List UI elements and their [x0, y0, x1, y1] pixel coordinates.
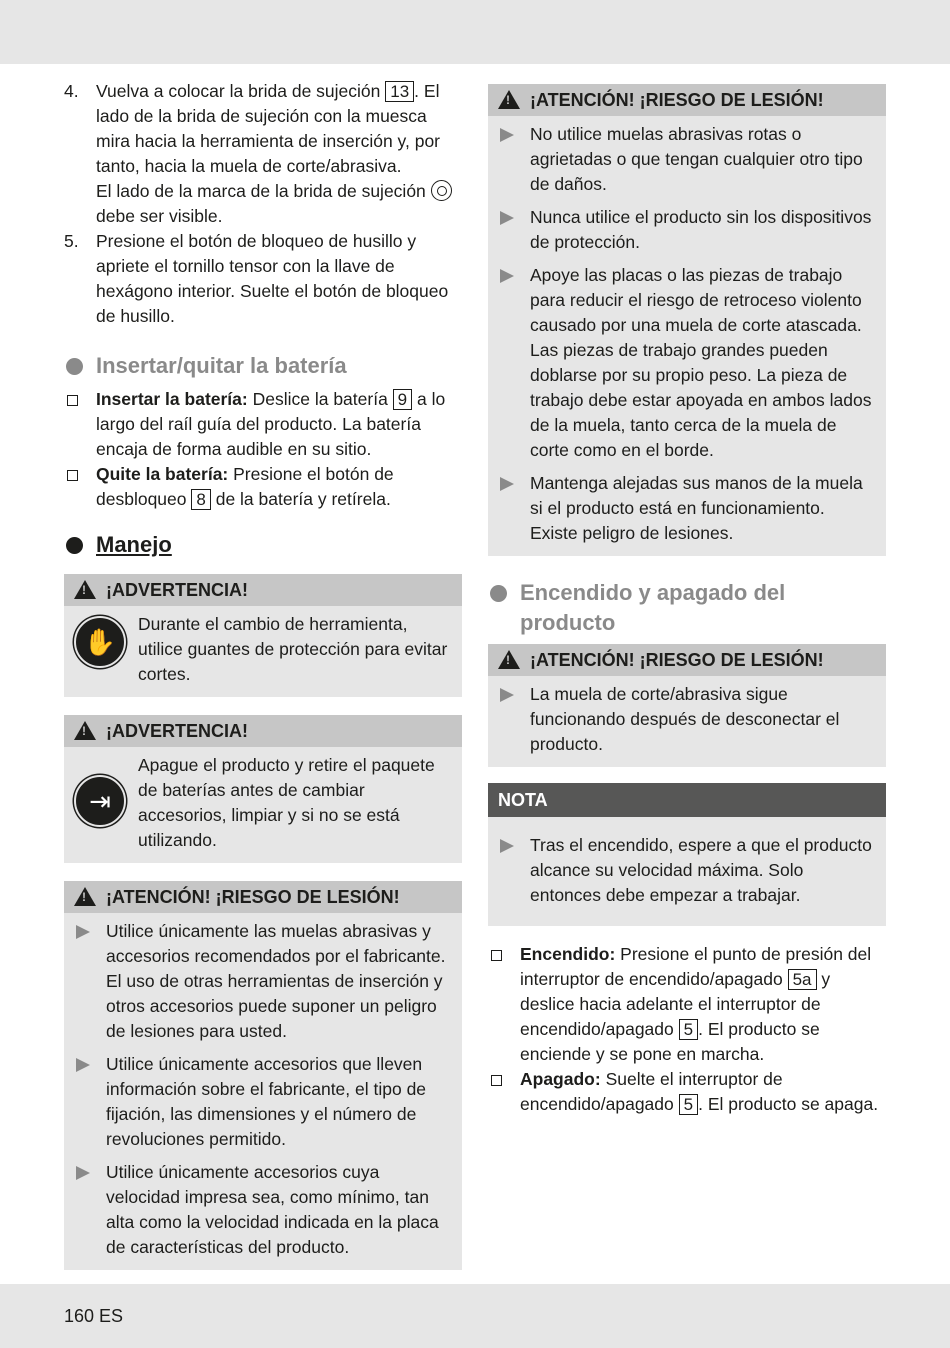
- section-title: Encendido y apagado del producto: [520, 580, 786, 635]
- triangle-bullet-icon: [76, 1166, 90, 1180]
- caution-text: Utilice únicamente accesorios que lleven información sobre el fabricante, el tipo de fijación, las dimensiones y el número de revoluciones permitido.: [106, 1054, 427, 1149]
- warning-text: Apague el producto y retire el paquete de baterías antes de cambiar accesorios, limpiar y si no se está utilizando.: [138, 755, 435, 850]
- warning-body: [64, 606, 462, 691]
- checkbox-square-icon: [67, 470, 78, 481]
- gloves-icon: ✋: [74, 616, 126, 668]
- item-text: y deslice hacia adelante el interruptor de encendido/apagado: [520, 969, 831, 1039]
- page-number: 160 ES: [64, 1306, 124, 1326]
- list-item: [498, 682, 874, 757]
- list-item: [64, 229, 462, 329]
- section-title: Insertar/quitar la batería: [96, 353, 347, 378]
- warning-header: [64, 574, 462, 606]
- triangle-bullet-icon: [500, 269, 514, 283]
- item-text: Suelte el interruptor de encendido/apagado: [520, 1069, 783, 1114]
- caution-header: [64, 881, 462, 913]
- item-text: a lo largo del raíl guía del producto. La batería encaja de forma audible en su sitio.: [96, 389, 446, 459]
- list-item: [488, 942, 886, 1067]
- warning-title: ¡ADVERTENCIA!: [106, 580, 248, 600]
- part-reference: 13: [385, 81, 414, 102]
- step-text: Presione el botón de bloqueo de husillo y apriete el tornillo tensor con la llave de hexágono interior. Suelte el botón de bloqueo de husillo.: [96, 231, 449, 326]
- warning-title: ¡ADVERTENCIA!: [106, 721, 248, 741]
- header-bar: [0, 0, 950, 64]
- caution-text: Nunca utilice el producto sin los dispositivos de protección.: [530, 207, 872, 252]
- triangle-bullet-icon: [500, 839, 514, 853]
- item-text: Presione el botón de desbloqueo: [96, 464, 394, 509]
- switch-list: [488, 942, 886, 1117]
- step-text: . El lado de la brida de sujeción con la muesca mira hacia la herramienta de inserción y, por tanto, hacia la muela de corte/abrasiva.: [96, 81, 441, 176]
- list-item: [74, 1160, 450, 1260]
- caution-text: No utilice muelas abrasivas rotas o agrietadas o que tengan cualquier otro tipo de daños.: [530, 124, 863, 194]
- part-reference: 8: [191, 489, 210, 510]
- list-item: [498, 122, 874, 197]
- step-text: debe ser visible.: [96, 206, 223, 226]
- caution-title: ¡ATENCIÓN! ¡RIESGO DE LESIÓN!: [530, 650, 824, 670]
- caution-text: Mantenga alejadas sus manos de la muela si el producto está en funcionamiento. Existe peligro de lesiones.: [530, 473, 863, 543]
- caution-text: Apoye las placas o las piezas de trabajo para reducir el riesgo de retroceso violento causado por una muela de corte atascada. Las piezas de trabajo grandes pueden doblarse por su propio peso. La pieza de trabajo debe estar apoyada en ambos lados de la muela, tanto cerca de la muela de corte como en el borde.: [530, 265, 872, 460]
- caution-header: [488, 84, 886, 116]
- part-reference: 9: [393, 389, 412, 410]
- note-text: Tras el encendido, espere a que el producto alcance su velocidad máxima. Solo entonces debe empezar a trabajar.: [530, 835, 872, 905]
- footer-bar: [0, 1284, 950, 1348]
- list-item: [74, 919, 450, 1044]
- battery-list: [64, 387, 462, 512]
- warning-header: [64, 715, 462, 747]
- step-text: El lado de la marca de la brida de sujeción: [96, 181, 431, 201]
- left-column: [64, 79, 462, 1270]
- note-header: [488, 783, 886, 817]
- triangle-bullet-icon: [500, 211, 514, 225]
- triangle-bullet-icon: [76, 925, 90, 939]
- bullet-dot-icon: [66, 537, 83, 554]
- caution-list: [488, 676, 886, 761]
- clamp-flange-mark-icon: [431, 180, 452, 201]
- warning-text: Durante el cambio de herramienta, utilice guantes de protección para evitar cortes.: [138, 614, 448, 684]
- section-title: Manejo: [96, 532, 172, 557]
- warning-triangle-icon: [498, 90, 520, 109]
- item-text: Deslice la batería: [247, 389, 393, 409]
- part-reference: 5: [679, 1094, 698, 1115]
- unplug-icon: ⇥: [74, 775, 126, 827]
- triangle-bullet-icon: [500, 688, 514, 702]
- list-item: [498, 263, 874, 463]
- bullet-dot-icon: [66, 358, 83, 375]
- checkbox-square-icon: [67, 395, 78, 406]
- warning-triangle-icon: [74, 721, 96, 740]
- note-list: [488, 817, 886, 920]
- list-item: [498, 205, 874, 255]
- warning-triangle-icon: [498, 650, 520, 669]
- step-text: Vuelva a colocar la brida de sujeción: [96, 81, 386, 101]
- caution-text: Utilice únicamente accesorios cuya velocidad impresa sea, como mínimo, tan alta como la velocidad indicada en la placa de características del producto.: [106, 1162, 439, 1257]
- item-label: Insertar la batería:: [96, 389, 248, 409]
- step-number: 5.: [64, 231, 79, 251]
- list-item: [498, 471, 874, 546]
- caution-text: La muela de corte/abrasiva sigue funcionando después de desconectar el producto.: [530, 684, 840, 754]
- warning-triangle-icon: [74, 580, 96, 599]
- caution-header: [488, 644, 886, 676]
- section-heading: [64, 351, 462, 381]
- bullet-dot-icon: [490, 585, 507, 602]
- list-item: [64, 387, 462, 462]
- caution-title: ¡ATENCIÓN! ¡RIESGO DE LESIÓN!: [530, 90, 824, 110]
- item-label: Quite la batería:: [96, 464, 229, 484]
- section-heading: [488, 578, 886, 638]
- list-item: [74, 1052, 450, 1152]
- warning-box: [64, 574, 462, 697]
- triangle-bullet-icon: [500, 477, 514, 491]
- step-number: 4.: [64, 81, 79, 101]
- caution-box: [64, 881, 462, 1270]
- list-item: [498, 833, 874, 908]
- caution-text: Utilice únicamente las muelas abrasivas y accesorios recomendados por el fabricante. El uso de otras herramientas de inserción y otros accesorios puede suponer un peligro de lesiones para usted.: [106, 921, 446, 1041]
- steps-list: [64, 79, 462, 329]
- caution-box: [488, 644, 886, 767]
- item-label: Apagado:: [520, 1069, 601, 1089]
- item-text: . El producto se apaga.: [698, 1094, 879, 1114]
- item-label: Encendido:: [520, 944, 616, 964]
- item-text: . El producto se enciende y se pone en marcha.: [520, 1019, 820, 1064]
- right-column: [488, 84, 886, 1117]
- list-item: [64, 462, 462, 512]
- item-text: Presione el punto de presión del interruptor de encendido/apagado: [520, 944, 872, 989]
- note-title: NOTA: [498, 790, 548, 810]
- section-heading: [64, 530, 462, 560]
- list-item: [64, 79, 462, 229]
- triangle-bullet-icon: [76, 1058, 90, 1072]
- note-box: [488, 783, 886, 926]
- warning-triangle-icon: [74, 887, 96, 906]
- checkbox-square-icon: [491, 950, 502, 961]
- caution-list: [64, 913, 462, 1264]
- caution-list: [488, 116, 886, 550]
- checkbox-square-icon: [491, 1075, 502, 1086]
- warning-body: [64, 747, 462, 857]
- part-reference: 5: [679, 1019, 698, 1040]
- warning-box: [64, 715, 462, 863]
- list-item: [488, 1067, 886, 1117]
- triangle-bullet-icon: [500, 128, 514, 142]
- item-text: de la batería y retírela.: [210, 489, 391, 509]
- part-reference: 5a: [788, 969, 817, 990]
- caution-title: ¡ATENCIÓN! ¡RIESGO DE LESIÓN!: [106, 887, 400, 907]
- caution-box: [488, 84, 886, 556]
